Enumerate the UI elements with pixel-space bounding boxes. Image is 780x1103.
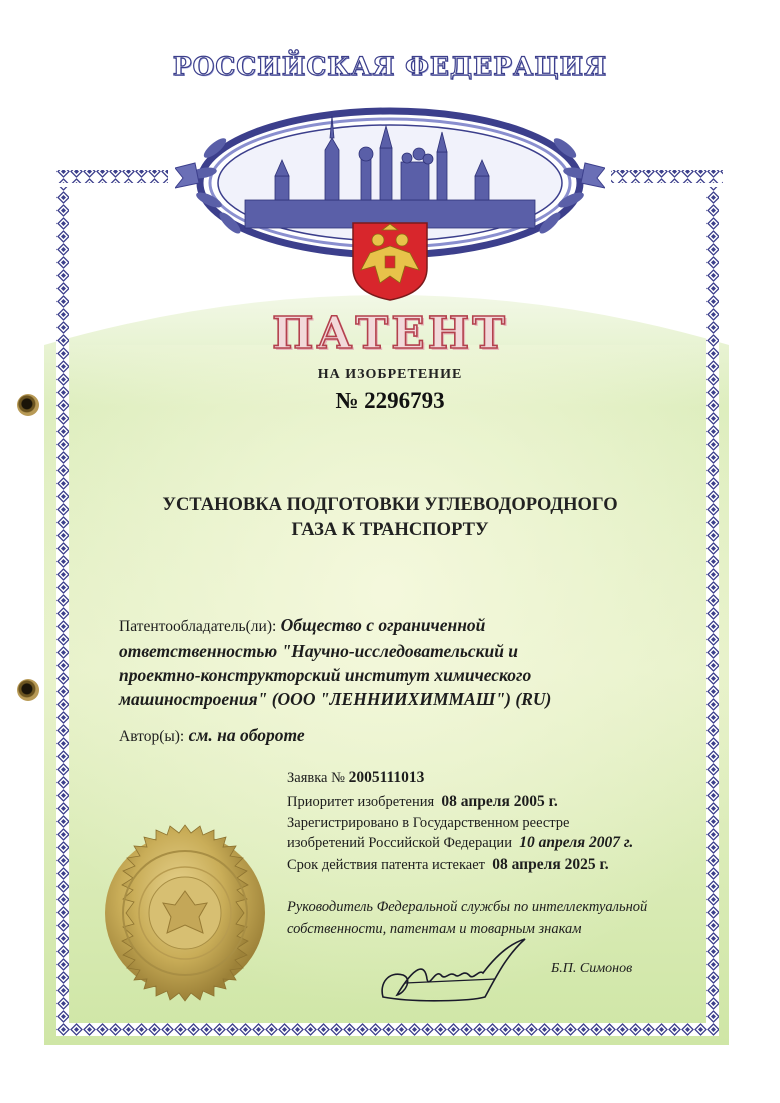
gold-seal	[96, 824, 274, 1002]
registered-label: изобретений Российской Федерации	[287, 835, 512, 851]
authors-value: см. на обороте	[188, 725, 305, 745]
priority-row	[287, 790, 633, 814]
expiry-row	[287, 853, 633, 877]
patent-number: № 2296793	[335, 388, 445, 413]
holder-name-line: Общество с ограниченной	[280, 615, 486, 635]
punch-hole	[17, 679, 39, 701]
application-row	[287, 766, 633, 790]
official-title-line: Руководитель Федеральной службы по интеллектуальной	[287, 899, 648, 915]
application-label: Заявка №	[287, 770, 345, 786]
patent-title: ПАТЕНТ	[272, 308, 508, 359]
official-title	[287, 896, 647, 940]
invention-title-line: ГАЗА К ТРАНСПОРТУ	[291, 520, 489, 540]
priority-label: Приоритет изобретения	[287, 794, 435, 810]
signature	[375, 935, 535, 1010]
expiry-date: 08 апреля 2025 г.	[492, 856, 609, 873]
kremlin-emblem	[175, 88, 605, 303]
holder-name-line: проектно-конструкторский институт химического	[119, 665, 532, 685]
holder-name-line: ответственностью "Научно-исследовательский и	[119, 641, 519, 661]
patent-holder	[119, 613, 679, 711]
priority-date: 08 апреля 2005 г.	[441, 793, 558, 810]
holder-name-line: машиностроения" (ООО "ЛЕННИИХИММАШ") (RU)	[119, 689, 552, 709]
expiry-label: Срок действия патента истекает	[287, 857, 486, 873]
registration-details	[287, 766, 633, 877]
registered-row	[287, 833, 633, 853]
authors	[119, 725, 305, 746]
invention-title	[0, 493, 780, 543]
holder-label: Патентообладатель(ли):	[119, 618, 277, 635]
application-number: 2005111013	[348, 769, 425, 786]
registered-date: 10 апреля 2007 г.	[519, 834, 634, 851]
invention-title-line: УСТАНОВКА ПОДГОТОВКИ УГЛЕВОДОРОДНОГО	[162, 495, 618, 515]
authors-label: Автор(ы):	[119, 728, 185, 745]
official-title-line: собственности, патентам и товарным знакам	[287, 921, 582, 937]
country-title: РОССИЙСКАЯ ФЕДЕРАЦИЯ	[172, 52, 608, 81]
signer-name: Б.П. Симонов	[551, 961, 633, 976]
patent-subtitle: НА ИЗОБРЕТЕНИЕ	[317, 367, 463, 382]
registered-label-line: Зарегистрировано в Государственном реестре	[287, 815, 570, 831]
